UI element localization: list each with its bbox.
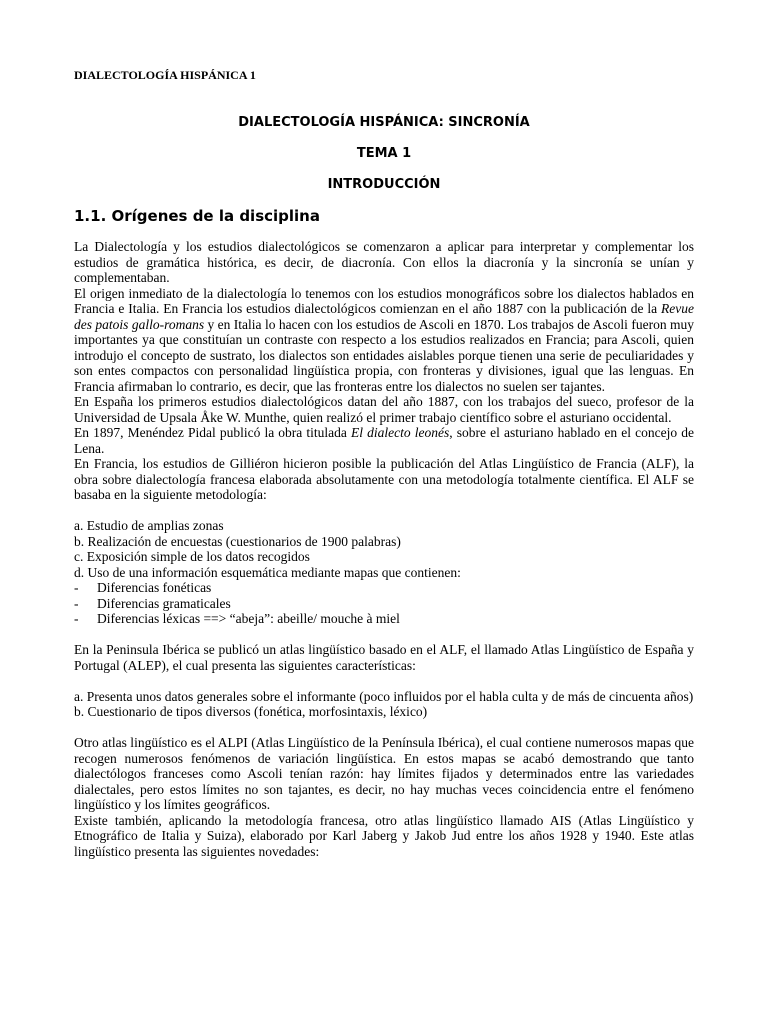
dash-item-text: Diferencias gramaticales (97, 595, 231, 611)
paragraph: Existe también, aplicando la metodología francesa, otro atlas lingüístico llamado AIS (Atlas Lingüístico y Etnográfico de Italia y Suiza), elaborado por Karl Jaberg y Jakob Jud entre los años 1928 y 1940. Este atlas lingüístico presenta las siguientes novedades: (74, 812, 694, 859)
italic-title: Revue des patois gallo-romans (74, 301, 694, 332)
list-item: b. Cuestionario de tipos diversos (fonética, morfosintaxis, léxico) (74, 704, 428, 719)
dash-item-text: Diferencias fonéticas (97, 580, 212, 595)
list-item: a. Presenta unos datos generales sobre el informante (poco influidos por el habla culta y de más de cincuenta años) (74, 688, 694, 704)
dash-list-item (74, 611, 694, 627)
paragraph: En Francia, los estudios de Gilliéron hicieron posible la publicación del Atlas Lingüístico de Francia (ALF), la obra sobre dialectología francesa elaborada absolutamente con una metodología totalmente científica. El ALF se basaba en la siguiente metodología: (74, 456, 694, 502)
dash-item-text: Diferencias léxicas ==> “abeja”: abeille/ mouche à miel (97, 611, 400, 626)
italic-title: El dialecto leonés (351, 425, 450, 440)
blank-line (74, 627, 694, 643)
paragraph: En España los primeros estudios dialectológicos datan del año 1887, con los trabajos del sueco, profesor de la Universidad de Upsala Åke W. Munthe, quien realizó el primer trabajo científico sobre el asturiano occidental. (74, 394, 694, 425)
dash-list-item (74, 596, 694, 612)
paragraph (74, 286, 694, 395)
paragraph (74, 425, 694, 456)
body-text (74, 239, 694, 859)
text-run: , sobre el asturiano hablado en el concejo de Lena. (74, 425, 694, 456)
list-item: b. Realización de encuestas (cuestionarios de 1900 palabras) (74, 533, 401, 549)
paragraph: Otro atlas lingüístico es el ALPI (Atlas Lingüístico de la Península Ibérica), el cual contiene numerosos mapas que recogen numerosos fenómenos de variación lingüística. En estos mapas se acabó demostrando que tanto dialectólogos franceses como Ascoli tenían razón: hay límites fijados y determinados entre las variedades dialectales, pero estos límites no son tajantes, es decir, no hay muchas veces coincidencia entre el fenómeno lingüístico y los límites geográficos. (74, 735, 694, 812)
text-run: El origen inmediato de la dialectología lo tenemos con los estudios monográficos sobre los dialectos hablados en Francia e Italia. En Francia los estudios dialectológicos comienzan en el año 1887 con la publicación de la (74, 285, 694, 316)
section-heading: 1.1. Orígenes de la disciplina (74, 207, 320, 225)
topic-number: TEMA 1 (356, 146, 412, 161)
list-item: d. Uso de una información esquemática mediante mapas que contienen: (74, 564, 461, 580)
dash-bullet: - (74, 595, 79, 611)
dash-bullet: - (74, 580, 79, 595)
chapter-subtitle: INTRODUCCIÓN (327, 177, 441, 192)
dash-bullet: - (74, 611, 79, 626)
blank-line (74, 503, 694, 519)
list-item: c. Exposición simple de los datos recogidos (74, 549, 310, 564)
blank-line (74, 720, 694, 736)
dash-list-item (74, 580, 694, 596)
list-item: a. Estudio de amplias zonas (74, 518, 224, 533)
paragraph: En la Peninsula Ibérica se publicó un atlas lingüístico basado en el ALF, el llamado Atlas Lingüístico de España y Portugal (ALEP), el cual presenta las siguientes características: (74, 642, 694, 673)
text-run: y en Italia lo hacen con los estudios de Ascoli en 1870. Los trabajos de Ascoli fueron muy importantes ya que constituían un contraste con respecto a los estudios realizados en Francia; para Ascoli, quien introdujo el concepto de sustrato, los dialectos son entidades aislables porque tienen una serie de peculiaridades y son entes compactos con personalidad lingüística propia, con fronteras y divisiones, igual que las lenguas. En Francia afirmaban lo contrario, es decir, que las fronteras entre los dialectos no suelen ser tajantes. (74, 316, 694, 394)
text-run: En 1897, Menéndez Pidal publicó la obra titulada (74, 425, 352, 440)
blank-line (74, 673, 694, 689)
running-header: DIALECTOLOGÍA HISPÁNICA 1 (74, 68, 256, 82)
paragraph: La Dialectología y los estudios dialectológicos se comenzaron a aplicar para interpretar y complementar los estudios de gramática histórica, es decir, de diacronía. Con ellos la diacronía y la sincronía se unían y complementaban. (74, 239, 694, 285)
document-title: DIALECTOLOGÍA HISPÁNICA: SINCRONÍA (238, 115, 530, 130)
